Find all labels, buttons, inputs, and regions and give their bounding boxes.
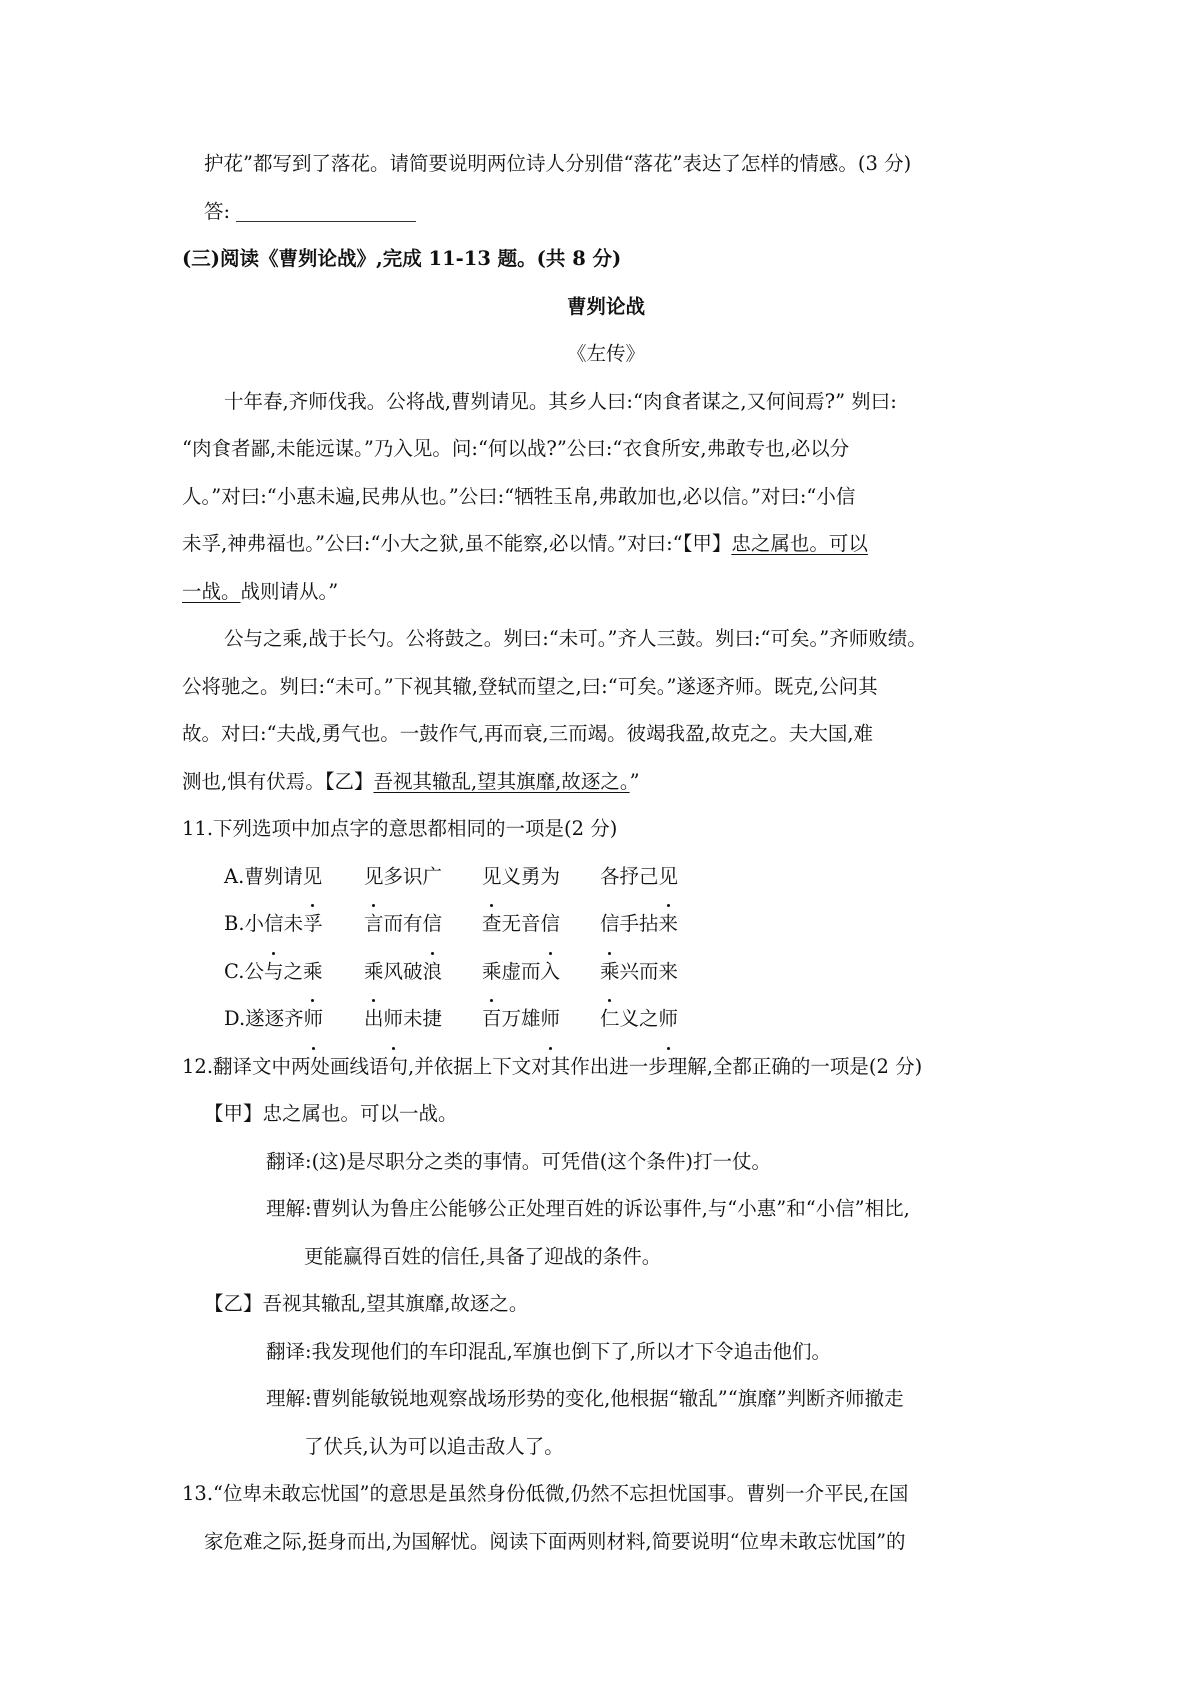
emphasized-char: 师: [659, 995, 679, 1043]
q11-option-a[interactable]: [182, 853, 1030, 901]
passage-line: [182, 758, 1030, 806]
emphasized-char: 信: [600, 900, 620, 948]
q12-stem: 12.翻译文中两处画线语句,并依据上下文对其作出进一步理解,全都正确的一项是(2 分): [182, 1054, 923, 1078]
option-label: A.: [224, 864, 245, 888]
option-phrase: [600, 853, 678, 901]
option-phrase: [482, 853, 600, 901]
passage-paragraph-1: [182, 378, 1030, 616]
option-phrase: [482, 995, 600, 1043]
q12-jia-sentence: 【甲】忠之属也。可以一战。: [204, 1102, 458, 1125]
q12-jia-understanding: 理解:曹刿认为鲁庄公能够公正处理百姓的诉讼事件,与“小惠”和“小信”相比,: [266, 1197, 910, 1220]
section-heading: (三)阅读《曹刿论战》,完成 11-13 题。(共 8 分): [182, 247, 622, 270]
underlined-sentence-jia: 忠之属也。可以: [731, 532, 868, 555]
phrase-text: 遂逐齐: [245, 1007, 304, 1030]
passage-line: [182, 568, 1030, 616]
q11-stem: 11.下列选项中加点字的意思都相同的一项是(2 分): [182, 817, 618, 840]
emphasized-char: 见: [482, 853, 502, 901]
option-phrase: [364, 995, 482, 1043]
q12-yi-sentence: 【乙】吾视其辙乱,望其旗靡,故逐之。: [204, 1292, 529, 1315]
passage-line: 人。”对曰:“小惠未遍,民弗从也。”公曰:“牺牲玉帛,弗敢加也,必以信。”对曰:“小信: [182, 484, 856, 508]
emphasized-char: 乘: [600, 948, 620, 996]
option-label: B.: [224, 912, 245, 935]
emphasized-char: 信: [264, 900, 284, 948]
phrase-text: 出: [364, 1007, 384, 1030]
emphasized-char: 见: [303, 853, 323, 901]
phrase-text: 仁义之: [600, 1007, 659, 1030]
q11-options: [182, 853, 1030, 1043]
q12-yi-understanding-cont: 了伏兵,认为可以追击敌人了。: [304, 1434, 564, 1458]
underlined-sentence-yi: 吾视其辙乱,望其旗靡,故逐之。: [373, 769, 630, 793]
option-phrase: [600, 900, 678, 948]
emphasized-char: 师: [384, 995, 404, 1043]
option-phrase: [600, 995, 678, 1043]
q12-yi-translation: 翻译:我发现他们的车印混乱,军旗也倒下了,所以才下令追击他们。: [266, 1339, 831, 1363]
phrase-text: 小: [244, 912, 265, 935]
phrase-text: 各抒己: [600, 864, 659, 888]
q12-jia-translation: 翻译:(这)是尽职分之类的事情。可凭借(这个条件)打一仗。: [266, 1149, 772, 1173]
passage-line: 公与之乘,战于长勺。公将鼓之。刿曰:“未可。”齐人三鼓。刿曰:“可矣。”齐师败绩。: [224, 627, 927, 650]
q12-jia-understanding-cont: 更能赢得百姓的信任,具备了迎战的条件。: [304, 1244, 662, 1268]
emphasized-char: 见: [364, 853, 384, 901]
phrase-text: 百万雄: [482, 1007, 541, 1030]
passage-line: 十年春,齐师伐我。公将战,曹刿请见。其乡人曰:“肉食者谋之,又何间焉?” 刿曰:: [224, 389, 897, 413]
q13-stem-cont: 家危难之际,挺身而出,为国解忧。阅读下面两则材料,简要说明“位卑未敢忘忧国”的: [204, 1529, 906, 1553]
phrase-text: 公与之: [244, 959, 303, 983]
emphasized-char: 乘: [482, 948, 502, 996]
emphasized-char: 见: [659, 853, 679, 901]
phrase-text: 未孚: [283, 912, 323, 935]
emphasized-char: 信: [541, 900, 561, 948]
phrase-text: 查无音: [482, 912, 541, 935]
option-label: D.: [224, 1007, 246, 1030]
passage-line: [182, 520, 1030, 568]
q12-yi-understanding: 理解:曹刿能敏锐地观察战场形势的变化,他根据“辙乱”“旗靡”判断齐师撤走: [266, 1387, 904, 1410]
option-phrase: [364, 900, 482, 948]
option-phrase: [224, 853, 364, 901]
phrase-text: 言而有: [364, 912, 423, 935]
option-phrase: [224, 995, 364, 1043]
phrase-text: 虚而入: [501, 959, 561, 983]
passage-line: “肉食者鄙,未能远谋。”乃入见。问:“何以战?”公曰:“衣食所安,弗敢专也,必以分: [182, 437, 850, 460]
prev-question-tail: 护花”都写到了落花。请简要说明两位诗人分别借“落花”表达了怎样的情感。(3 分): [204, 152, 912, 175]
phrase-text: 多识广: [383, 864, 443, 888]
underlined-sentence-jia-cont: 一战。: [182, 579, 241, 603]
option-phrase: [600, 948, 678, 996]
phrase-text: 曹刿请: [244, 864, 303, 888]
text-span: ”: [629, 769, 640, 793]
q11-option-d[interactable]: [182, 995, 1030, 1043]
answer-line: [182, 188, 1030, 236]
option-phrase: [364, 853, 482, 901]
q11-option-b[interactable]: [182, 900, 1030, 948]
passage-title: 曹刿论战: [566, 294, 645, 318]
phrase-text: 风破浪: [383, 959, 443, 983]
q11-option-c[interactable]: [182, 948, 1030, 996]
answer-label: 答:: [204, 199, 231, 223]
phrase-text: 兴而来: [619, 959, 679, 983]
option-phrase: [364, 948, 482, 996]
emphasized-char: 乘: [303, 948, 323, 996]
option-phrase: [482, 948, 600, 996]
passage-line: 故。对曰:“夫战,勇气也。一鼓作气,再而衰,三而竭。彼竭我盈,故克之。夫大国,难: [182, 722, 874, 745]
text-span: 未孚,神弗福也。”公曰:“小大之狱,虽不能察,必以情。”对曰:“【甲】: [182, 532, 732, 555]
text-span: 测也,惧有伏焉。【乙】: [182, 769, 374, 793]
answer-blank[interactable]: [236, 201, 416, 222]
phrase-text: 手拈来: [619, 912, 679, 935]
emphasized-char: 信: [423, 900, 443, 948]
q13-stem: 13.“位卑未敢忘忧国”的意思是虽然身份低微,仍然不忘担忧国事。曹刿一介平民,在国: [182, 1482, 909, 1505]
option-phrase: [224, 948, 364, 996]
option-phrase: [482, 900, 600, 948]
emphasized-char: 师: [541, 995, 561, 1043]
option-label: C.: [224, 959, 245, 983]
phrase-text: 未捷: [403, 1007, 443, 1030]
phrase-text: 义勇为: [501, 864, 561, 888]
passage-source: 《左传》: [566, 342, 645, 365]
emphasized-char: 乘: [364, 948, 384, 996]
passage-paragraph-2: [182, 615, 1030, 805]
passage-line: 公将驰之。刿曰:“未可。”下视其辙,登轼而望之,曰:“可矣。”遂逐齐师。既克,公问其: [182, 674, 878, 698]
text-span: 战则请从。”: [240, 579, 339, 603]
option-phrase: [224, 900, 364, 948]
emphasized-char: 师: [304, 995, 324, 1043]
